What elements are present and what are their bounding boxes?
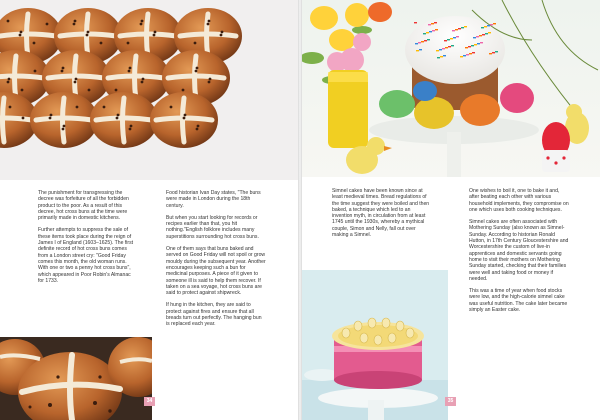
hot-cross-buns-closeup-photo	[0, 337, 152, 420]
easter-table-photo	[302, 0, 600, 177]
paragraph: Simnel cakes are often associated with Mothering Sunday (also known as Simnel-Sunday. According to historian Ronald Hutton, in 17th Century Gloucestershire and Worcestershire the custom of live-in apprentices and domestic servants going home to visit their mothers on Mothering Sunday started, checking that their families were well and taking food or money if needed.	[469, 219, 569, 282]
paragraph: Further attempts to suppress the sale of these items took place during the reign of James I of England (1603–1625). The first definite record of hot cross buns comes from a London street cry: "Good Friday comes this month, the old woman runs. With one or two a penny hot cross buns", which appeared in Poor Robin's Almanac for 1733.	[38, 227, 134, 284]
hot-cross-buns-photo	[0, 0, 298, 180]
page-number: 34	[144, 397, 155, 406]
left-text-column-1	[38, 190, 138, 290]
paragraph: The punishment for transgressing the decree was forfeiture of all the forbidden product to the poor. As a result of this decree, hot cross buns at the time were primarily made in domestic kitchens.	[38, 190, 129, 222]
right-page	[302, 0, 600, 420]
paragraph: Food historian Ivan Day states, "The buns were made in London during the 18th century.	[166, 190, 261, 209]
paragraph: One of them says that buns baked and served on Good Friday will not spoil or grow mouldy during the subsequent year. Another encourages keeping such a bun for medicinal purposes. A piece of it given to someone ill is said to help them recover. If taken on a sea voyage, hot cross buns are said to protect against shipwreck.	[166, 246, 266, 297]
page-number: 35	[445, 397, 456, 406]
simnel-cake-photo	[302, 270, 448, 420]
paragraph: If hung in the kitchen, they are said to protect against fires and ensure that all breads turn out perfectly. The hanging bun is replaced each year.	[166, 302, 262, 328]
paragraph: One wishes to boil it, one to bake it and, after beating each other with various household implements, they compromise on one which uses both cooking techniques.	[469, 188, 569, 213]
paragraph: But when you start looking for records or recipes earlier than that, you hit nothing."English folklore includes many superstitions surrounding hot cross buns.	[166, 214, 259, 240]
paragraph: Simnel cakes have been known since at least medieval times. Bread regulations of the time suggest they were boiled and then baked, a technique which led to an invention myth, in circulation from at least 1745 until the 1930s, whereby a mythical couple, Simon and Nelly, fall out over making a Simnel.	[332, 188, 430, 239]
paragraph: This was a time of year when food stocks were low, and the high-calorie simnel cake was useful nutrition. The cake later became simply an Easter cake.	[469, 288, 568, 314]
right-text-column-2	[469, 188, 569, 319]
left-page	[0, 0, 298, 420]
right-text-column-1	[332, 188, 432, 244]
left-text-column-2	[166, 190, 266, 334]
